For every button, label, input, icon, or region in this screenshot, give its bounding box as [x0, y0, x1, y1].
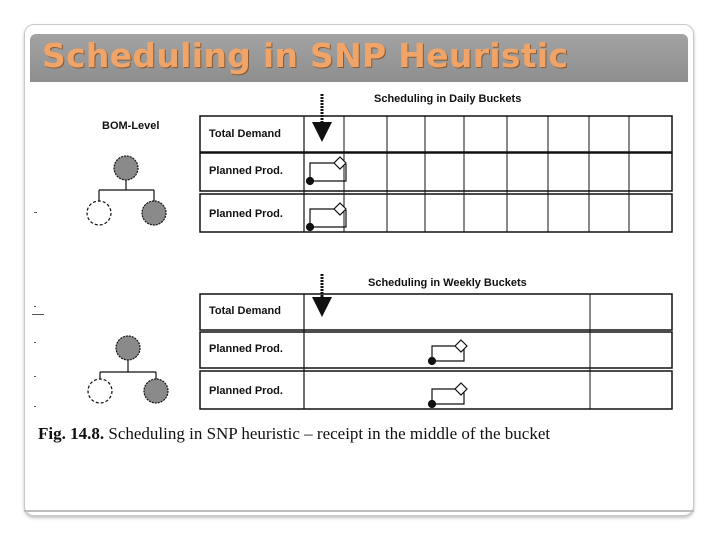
daily-demand-arrow	[312, 94, 332, 142]
parent-node-icon	[116, 336, 140, 360]
daily-heading: Scheduling in Daily Buckets	[374, 93, 522, 105]
weekly-row-label: Planned Prod.	[209, 343, 283, 355]
weekly-row-label: Total Demand	[209, 305, 281, 317]
caption-text: Scheduling in SNP heuristic – receipt in the middle of the bucket	[108, 424, 551, 443]
weekly-demand-arrow	[312, 274, 332, 317]
bom-level-label: BOM-Level	[102, 120, 160, 132]
scan-speckles	[32, 212, 44, 407]
figure-caption	[38, 424, 550, 444]
weekly-row-label: Planned Prod.	[209, 385, 283, 397]
parent-node-icon	[114, 156, 138, 180]
daily-row-label: Planned Prod.	[209, 165, 283, 177]
child-node-icon	[87, 201, 111, 225]
figure-scan	[32, 84, 686, 462]
weekly-heading: Scheduling in Weekly Buckets	[368, 277, 527, 289]
daily-row-label: Planned Prod.	[209, 208, 283, 220]
child-node-icon	[88, 379, 112, 403]
child-node-icon	[142, 201, 166, 225]
weekly-bom-tree	[88, 336, 168, 403]
slide-bottom-edge	[24, 510, 694, 518]
figure-number: Fig. 14.8.	[38, 424, 105, 443]
scheduling-diagram	[32, 84, 686, 462]
weekly-receipt-marker	[429, 340, 468, 408]
daily-row-label: Total Demand	[209, 128, 281, 140]
child-node-icon	[144, 379, 168, 403]
daily-bom-tree	[87, 156, 166, 225]
slide-title: Scheduling in SNP Heuristic	[42, 36, 569, 75]
